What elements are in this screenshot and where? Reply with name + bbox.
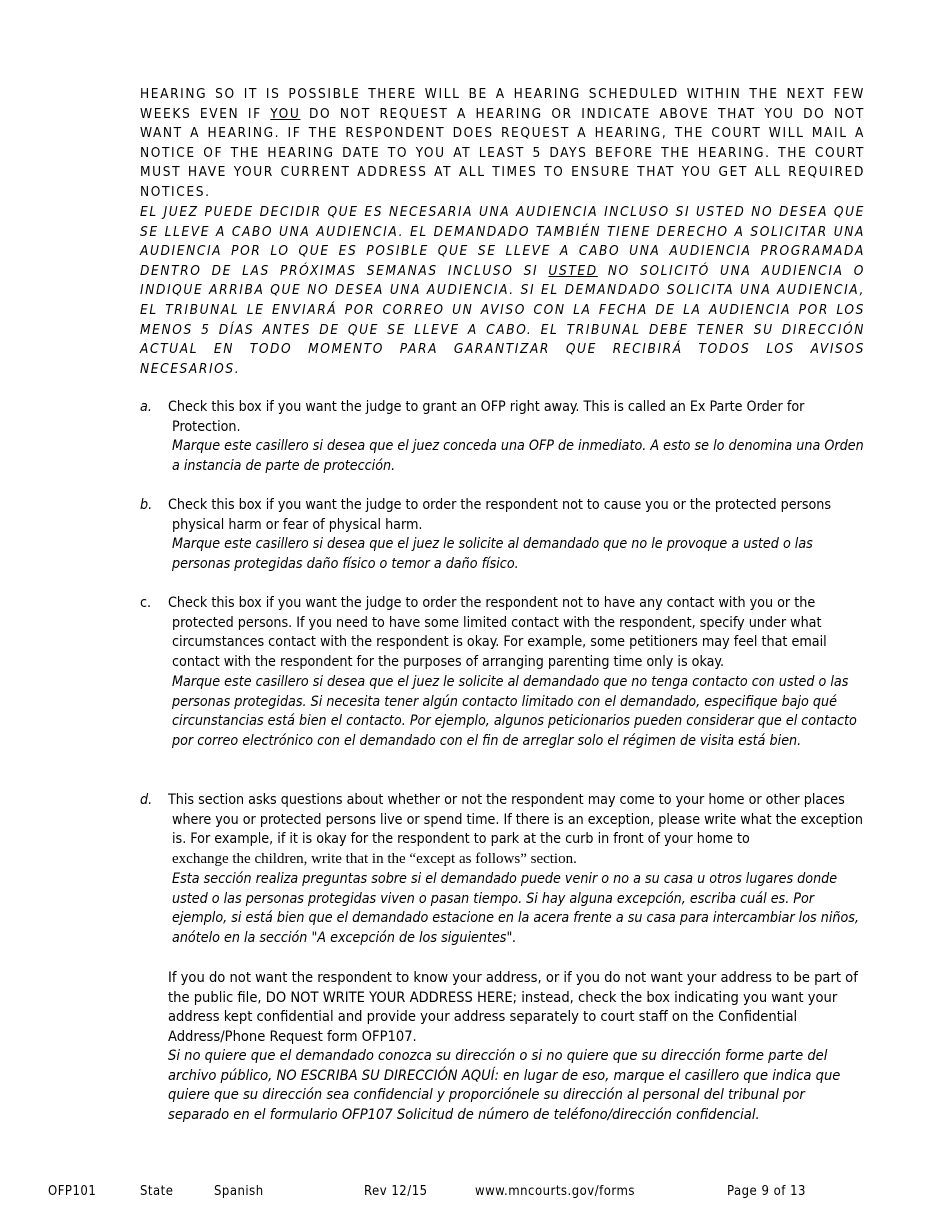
item-letter: a. <box>140 399 152 415</box>
item-spanish-text: Marque este casillero si desea que el juez le solicite al demandado que no le provoque a usted o las personas protegidas daño físico o temor a daño físico. <box>172 536 813 573</box>
item-english-continued: physical harm or fear of physical harm. <box>172 516 423 533</box>
page-footer <box>0 1184 950 1204</box>
item-english-continued: protected persons. If you need to have some limited contact with the respondent, specify under what circumstances contact with the respondent is okay. For example, some petitioners may feel that email contact with the respondent for the purposes of arranging parenting time only is okay. <box>172 614 827 671</box>
hearing-notice-spanish: EL JUEZ PUEDE DECIDIR QUE ES NECESARIA UNA AUDIENCIA INCLUSO SI USTED NO DESEA QUE SE LLEVE A CABO UNA AUDIENCIA. EL DEMANDADO TAMBIÉN TIENE DERECHO A SOLICITAR UNA AUDIENCIA POR LO QUE ES POSIBLE QUE SE LLEVE A CABO UNA AUDIENCIA PROGRAMADA DENTRO DE LAS PRÓXIMAS SEMANAS INCLUSO SI USTED NO SOLICITÓ UNA AUDIENCIA O INDIQUE ARRIBA QUE NO DESEA UNA AUDIENCIA. SI EL DEMANDADO SOLICITA UNA AUDIENCIA, EL TRIBUNAL LE ENVIARÁ POR CORREO UN AVISO CON LA FECHA DE LA AUDIENCIA POR LOS MENOS 5 DÍAS ANTES DE QUE SE LLEVE A CABO. EL TRIBUNAL DEBE TENER SU DIRECCIÓN ACTUAL EN TODO MOMENTO PARA GARANTIZAR QUE RECIBIRÁ TODOS LOS AVISOS NECESARIOS. <box>140 204 865 377</box>
footer-form-number: OFP101 <box>48 1184 97 1199</box>
footer-language: Spanish <box>214 1184 264 1199</box>
item-d <box>140 791 870 949</box>
item-english-text: Check this box if you want the judge to grant an OFP right away. This is called an Ex Parte Order for <box>168 399 805 415</box>
item-a <box>140 398 870 477</box>
item-english-continued: Protection. <box>172 418 241 435</box>
footer-url[interactable]: www.mncourts.gov/forms <box>475 1184 635 1199</box>
item-english-text: Check this box if you want the judge to order the respondent not to have any contact with you or the <box>168 595 816 611</box>
footer-revision: Rev 12/15 <box>364 1184 428 1199</box>
item-spanish-text: Marque este casillero si desea que el juez conceda una OFP de inmediato. A esto se lo denomina una Orden a instancia de parte de protección. <box>172 438 864 475</box>
hearing-notice-english: HEARING SO IT IS POSSIBLE THERE WILL BE A HEARING SCHEDULED WITHIN THE NEXT FEW WEEKS EVEN IF YOU DO NOT REQUEST A HEARING OR INDICATE ABOVE THAT YOU DO NOT WANT A HEARING. IF THE RESPONDENT DOES REQUEST A HEARING, THE COURT WILL MAIL A NOTICE OF THE HEARING DATE TO YOU AT LEAST 5 DAYS BEFORE THE HEARING. THE COURT MUST HAVE YOUR CURRENT ADDRESS AT ALL TIMES TO ENSURE THAT YOU GET ALL REQUIRED NOTICES. <box>140 86 865 200</box>
underlined-you: YOU <box>270 105 301 122</box>
item-spanish-text: Marque este casillero si desea que el juez le solicite al demandado que no tenga contacto con usted o las personas protegidas. Si necesita tener algún contacto limitado con el demandado, especifique bajo qué circunstancias está bien el contacto. Por ejemplo, algunos peticionarios pueden considerar que el contacto por correo electrónico con el demandado con el fin de arreglar solo el régimen de visita está bien. <box>172 673 857 749</box>
address-note-spanish: Si no quiere que el demandado conozca su dirección o si no quiere que su dirección forme parte del archivo público, NO ESCRIBA SU DIRECCIÓN AQUÍ: en lugar de eso, marque el casillero que indica que quiere que su dirección sea confidencial y proporciónele su dirección al personal del tribunal por separado en el formulario OFP107 Solicitud de número de teléfono/dirección confidencial. <box>168 1047 841 1123</box>
underlined-usted: USTED <box>548 262 598 279</box>
item-letter: c. <box>140 595 152 611</box>
item-english-continued: where you or protected persons live or spend time. If there is an exception, please write what the exception is. For example, if it is okay for the respondent to park at the curb in front of your home to <box>172 811 864 848</box>
item-letter: d. <box>140 792 153 808</box>
item-english-serif-line: exchange the children, write that in the “except as follows” section. <box>172 851 577 868</box>
address-note <box>168 968 868 1124</box>
footer-page-number: Page 9 of 13 <box>727 1184 806 1199</box>
item-c <box>140 594 870 752</box>
address-note-english: If you do not want the respondent to know your address, or if you do not want your address to be part of the public file, DO NOT WRITE YOUR ADDRESS HERE; instead, check the box indicating you want your address kept confidential and provide your address separately to court staff on the Confidential Address/Phone Request form OFP107. <box>168 969 858 1045</box>
item-spanish-text: Esta sección realiza preguntas sobre si el demandado puede venir o no a su casa u otros lugares donde usted o las personas protegidas viven o pasan tiempo. Si hay alguna excepción, escriba cuál es. Por ejemplo, si está bien que el demandado estacione en la acera frente a su casa para intercambiar los niños, anótelo en la sección "A excepción de los siguientes". <box>172 870 859 946</box>
item-letter: b. <box>140 497 153 513</box>
item-english-text: Check this box if you want the judge to order the respondent not to cause you or the protected persons <box>168 497 832 513</box>
footer-state: State <box>140 1184 174 1199</box>
item-english-text: This section asks questions about whether or not the respondent may come to your home or other places <box>168 792 845 808</box>
item-b <box>140 496 870 575</box>
